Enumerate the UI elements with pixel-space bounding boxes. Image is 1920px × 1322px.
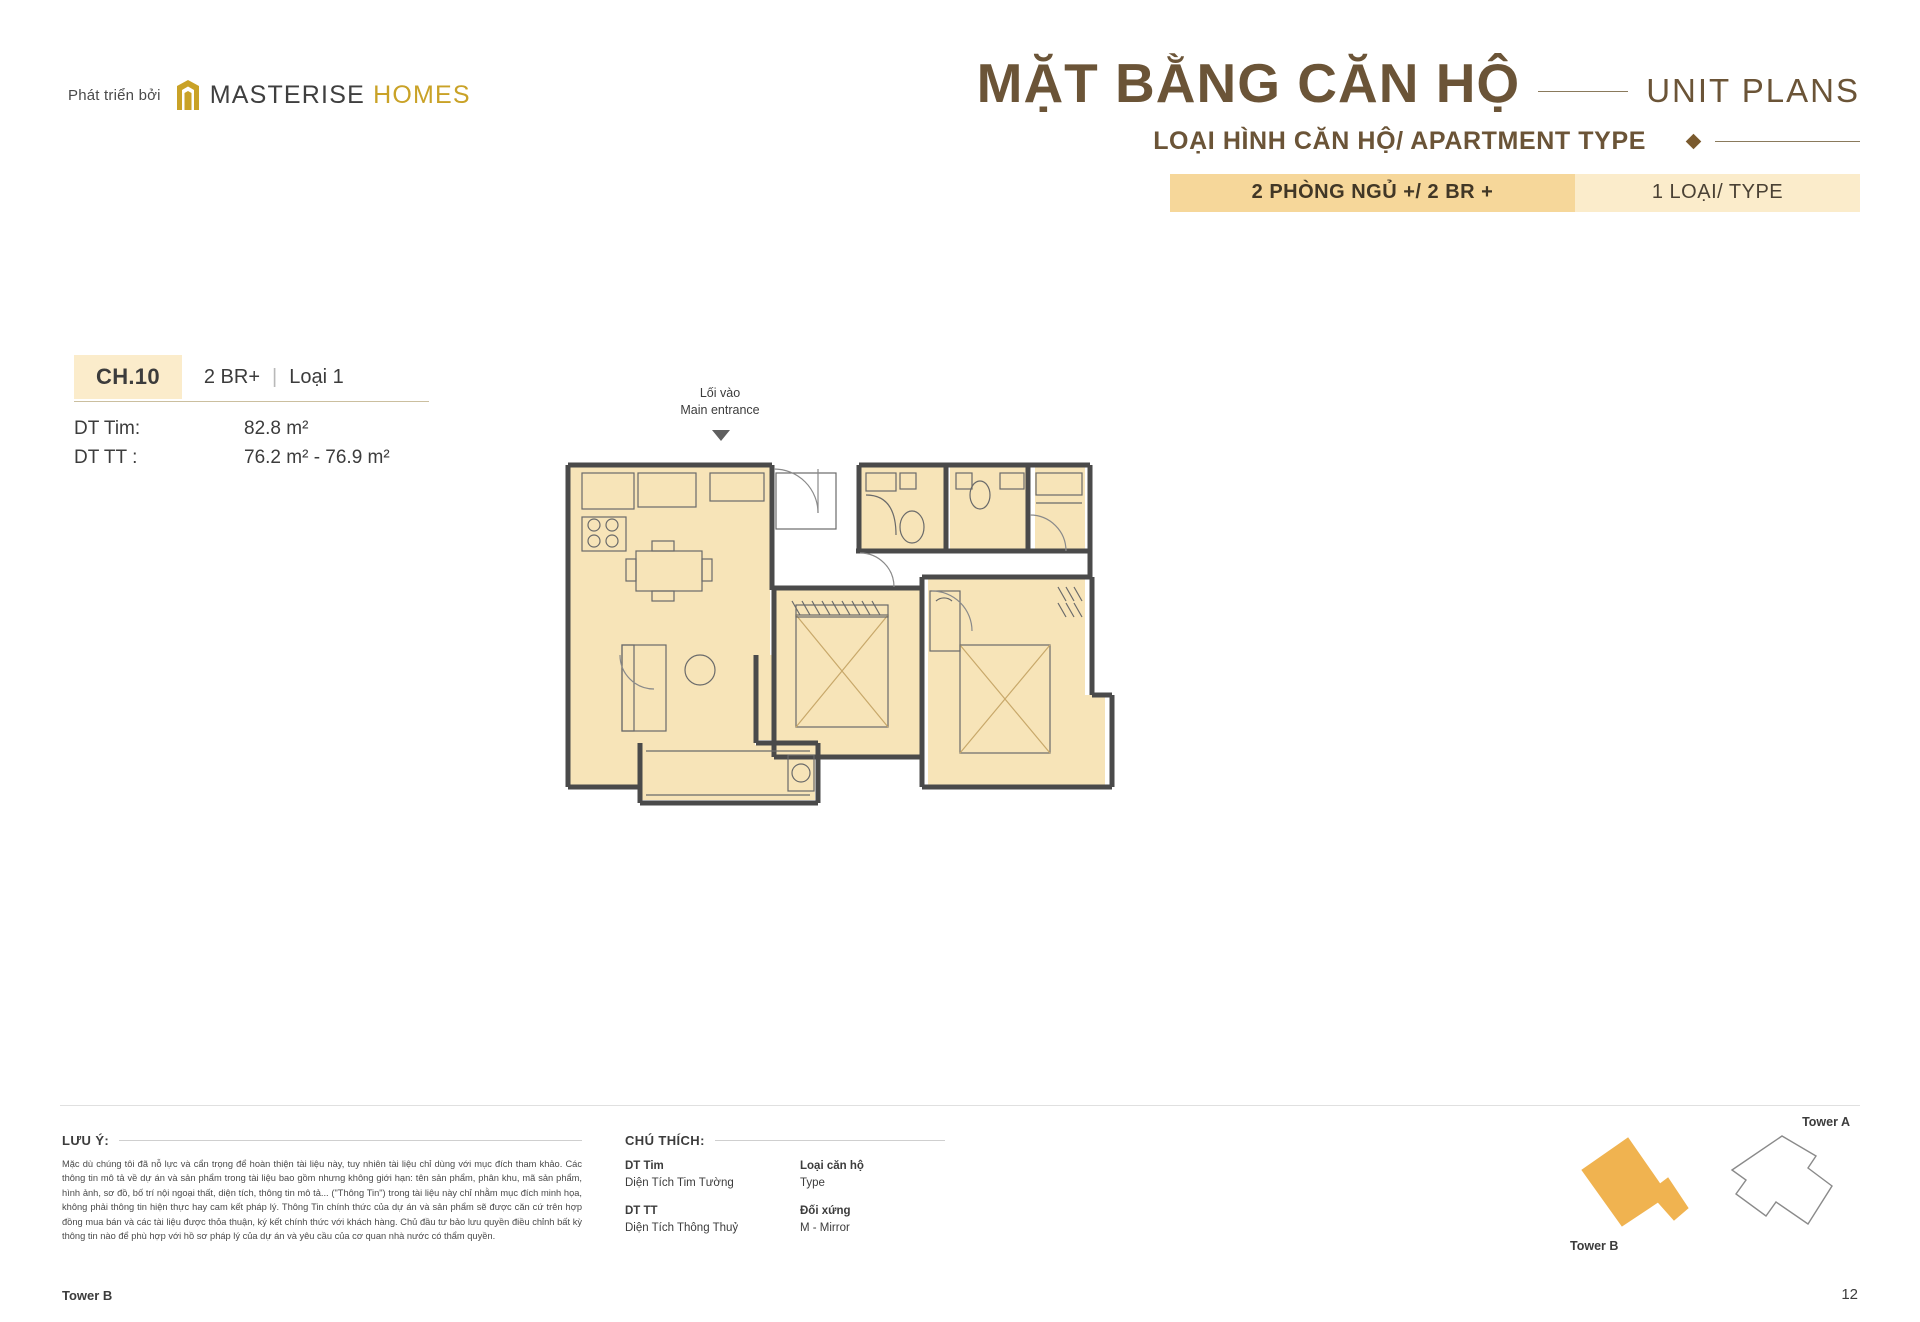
note-heading-row	[62, 1133, 582, 1148]
legend-desc-dt-tt: Diện Tích Thông Thuỷ	[625, 1222, 739, 1235]
diamond-icon	[1686, 133, 1702, 149]
legend-desc-doi-xung: M - Mirror	[800, 1222, 850, 1235]
key-plan-tower-b-shape	[1582, 1138, 1688, 1226]
key-plan	[1570, 1110, 1860, 1255]
main-entrance-label	[630, 385, 810, 419]
legend-term-dt-tt: DT TT	[625, 1205, 658, 1218]
unit-type-label: 2 BR+	[203, 365, 261, 388]
brand-logo	[175, 78, 471, 112]
page-number: 12	[1841, 1286, 1858, 1303]
legend-item	[625, 1203, 800, 1236]
legend-item	[625, 1158, 800, 1191]
unit-code-badge: CH.10	[74, 355, 182, 399]
page-title-en: UNIT PLANS	[1646, 72, 1860, 109]
legend-desc-loai-can-ho: Type	[800, 1176, 825, 1189]
key-plan-diagram	[1570, 1128, 1860, 1248]
legend-grid	[625, 1158, 945, 1237]
unit-underline	[74, 401, 429, 402]
legend-item	[800, 1203, 950, 1236]
brand-word-homes: HOMES	[373, 80, 471, 109]
unit-type-separator: |	[272, 365, 278, 388]
apartment-type-label: LOẠI HÌNH CĂN HỘ/ APARTMENT TYPE	[1153, 126, 1646, 155]
brand-pretext: Phát triển bởi	[68, 86, 161, 104]
key-plan-tower-b-label: Tower B	[1570, 1239, 1619, 1253]
page-title-vi: MẶT BẰNG CĂN HỘ	[976, 52, 1521, 114]
chip-bedroom-count[interactable]: 2 PHÒNG NGỦ +/ 2 BR +	[1170, 174, 1575, 212]
note-body: Mặc dù chúng tôi đã nỗ lực và cẩn trọng để hoàn thiện tài liệu này, tuy nhiên tài liệu chỉ dùng với mục đích tham khảo. Các thông tin mô tả về dự án và sản phẩm trong tài liệu bao gồm nhưng không giới hạn: tên sản phẩm, phân khu, mã sản phẩm, hình ảnh, sơ đồ, bố trí nội ngoại thất, diện tích, thông tin mô tả... ("Thông Tin") trong tài liệu này chỉ nhằm mục đích minh họa, không phải thông tin hiện thực hay cam kết pháp lý. Thông Tin chính thức của dự án và sản phẩm sẽ được căn cứ trên hợp đồng mua bán và các tài liệu được thỏa thuận, ký kết chính thức với khách hàng. Chủ đầu tư bảo lưu quyền điều chỉnh bất kỳ thông tin nào để phù hợp với hồ sơ pháp lý của dự án và yêu cầu của cơ quan nhà nước có thẩm quyền.	[62, 1159, 582, 1242]
note-heading: LƯU Ý:	[62, 1133, 110, 1148]
brand-word-masterise: MASTERISE	[209, 80, 365, 109]
legend-item	[800, 1158, 950, 1191]
legend-heading: CHÚ THÍCH:	[625, 1133, 705, 1148]
legend-heading-rule	[715, 1140, 945, 1141]
legend-term-doi-xung: Đối xứng	[800, 1205, 851, 1218]
legend-desc-dt-tim: Diện Tích Tim Tường	[625, 1176, 734, 1189]
chip-type-count[interactable]: 1 LOẠI/ TYPE	[1575, 174, 1860, 212]
entrance-label-en: Main entrance	[680, 402, 760, 417]
unit-area-rows	[74, 414, 504, 473]
key-plan-tower-a-label: Tower A	[1802, 1115, 1850, 1129]
unit-area-row	[74, 414, 504, 443]
title-divider	[1538, 91, 1628, 92]
legend-block	[625, 1133, 945, 1237]
brand-wordmark	[210, 81, 471, 110]
footer-tower-label: Tower B	[62, 1288, 113, 1303]
legend-term-dt-tim: DT Tim	[625, 1160, 664, 1172]
header-title-block	[880, 52, 1860, 212]
legend-heading-row	[625, 1133, 945, 1148]
unit-info-block	[74, 355, 504, 473]
legend-term-loai-can-ho: Loại căn hộ	[800, 1160, 864, 1172]
unit-area-row	[74, 443, 504, 472]
unit-type-line	[182, 355, 344, 399]
area-value-tim: 82.8 m²	[244, 418, 309, 439]
note-block	[62, 1133, 582, 1243]
header-rule	[1715, 141, 1860, 142]
masterise-crown-icon	[175, 78, 201, 112]
area-value-tt: 76.2 m² - 76.9 m²	[244, 447, 390, 469]
unit-variant-label: Loại 1	[289, 365, 344, 388]
area-label-tim: DT Tim:	[74, 418, 141, 439]
note-heading-rule	[119, 1140, 582, 1141]
footer-divider	[60, 1105, 1860, 1106]
floor-plan	[560, 386, 1260, 875]
area-label-tt: DT TT :	[74, 447, 138, 469]
down-triangle-icon	[712, 430, 730, 441]
entrance-label-vi: Lối vào	[699, 386, 741, 400]
floor-plan-drawing	[560, 455, 1220, 855]
brand-block	[68, 78, 471, 112]
key-plan-tower-a-shape	[1732, 1136, 1832, 1224]
